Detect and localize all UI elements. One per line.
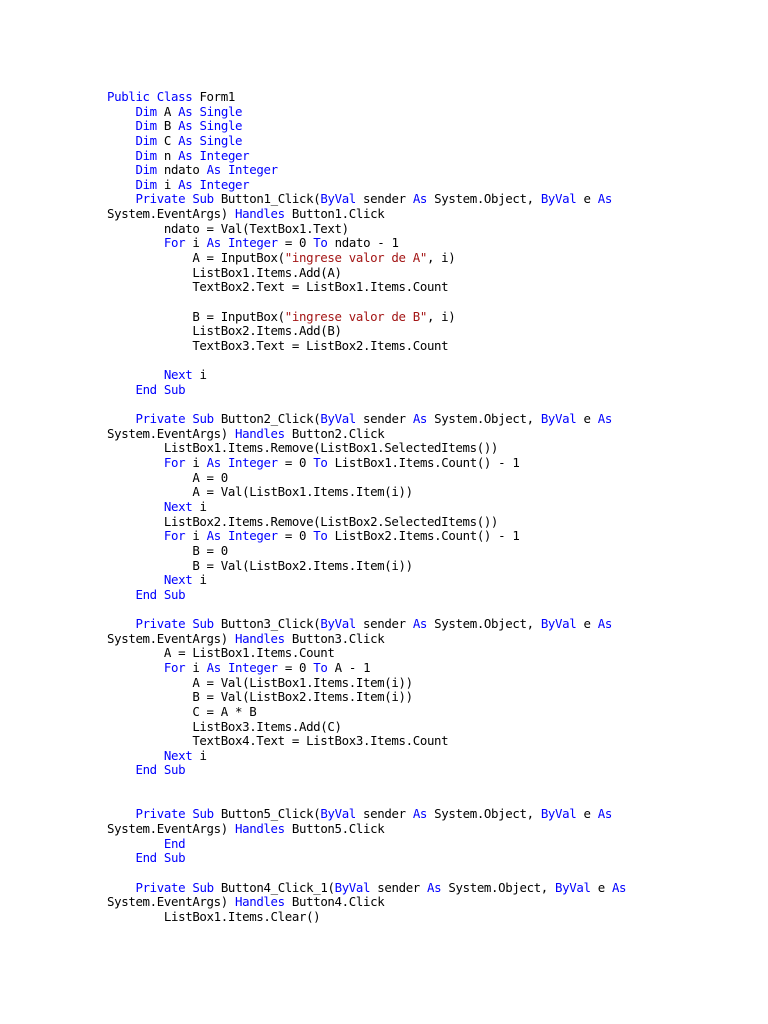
code-text [107,587,135,602]
code-text: A = 0 [107,469,228,485]
code-keyword: To [313,528,328,544]
code-text: TextBox4.Text = ListBox3.Items.Count [107,733,449,749]
code-line [107,793,626,808]
code-keyword: ByVal [320,191,356,207]
code-text: ndato = Val(TextBox1.Text) [107,220,349,236]
code-text: B = Val(ListBox2.Items.Item(i)) [107,689,413,705]
code-text: = 0 [277,235,314,251]
code-text: n [156,147,179,163]
code-keyword: Dim [135,132,157,148]
code-line [107,895,626,910]
code-keyword: Dim [135,176,157,192]
code-keyword: Private [135,616,186,632]
code-keyword: For [163,455,186,471]
code-text [107,572,164,587]
code-keyword: Sub [192,879,214,895]
code-keyword: Dim [135,103,157,119]
code-keyword: As [427,879,442,895]
code-line [107,690,626,705]
code-keyword: As [597,616,612,632]
code-text: ListBox2.Items.Remove(ListBox2.SelectedItems()) [107,513,499,529]
code-keyword: As [206,455,221,471]
code-text [107,411,135,426]
code-keyword: As [597,191,612,207]
code-text: i [156,176,179,192]
code-text: System.EventArgs) [107,630,235,646]
code-line [107,192,626,207]
code-line [107,734,626,749]
code-line [107,632,626,647]
code-text: ListBox3.Items.Add(C) [107,718,342,734]
code-text: TextBox3.Text = ListBox2.Items.Count [107,337,449,353]
code-line [107,602,626,617]
code-keyword: Next [163,747,193,763]
code-text [221,660,228,675]
code-text: i [185,528,207,544]
code-text: i [192,747,207,763]
code-keyword: For [163,528,186,544]
code-line [107,763,626,778]
code-keyword: As [206,162,221,178]
code-text [107,836,164,851]
code-text [107,762,135,777]
code-text: Button3_Click( [213,616,321,632]
code-text [107,499,164,514]
code-text [221,455,228,470]
code-line [107,178,626,193]
code-text [221,235,228,250]
code-line [107,515,626,530]
code-keyword: As [178,118,193,134]
code-string: "ingrese valor de B" [284,308,427,324]
code-string: "ingrese valor de A" [284,250,427,266]
code-keyword: ByVal [540,806,577,822]
code-keyword: ByVal [320,616,356,632]
code-line [107,251,626,266]
code-line [107,441,626,456]
code-line [107,529,626,544]
code-keyword: Sub [192,616,214,632]
code-keyword: End Sub [135,381,186,397]
code-text: , i) [426,250,456,266]
code-line [107,471,626,486]
code-keyword: As [178,147,193,163]
code-line [107,837,626,852]
code-keyword: Next [163,367,193,383]
code-line [107,266,626,281]
code-text: System.EventArgs) [107,206,235,222]
code-keyword: Integer [227,162,278,178]
code-text: System.EventArgs) [107,821,235,837]
code-keyword: To [313,455,328,471]
code-keyword: Integer [199,176,250,192]
code-text: e [576,616,598,632]
code-text: sender [355,411,413,427]
code-text: Button2_Click( [213,411,321,427]
code-keyword: ByVal [320,411,356,427]
code-keyword: As [206,235,221,251]
code-keyword: For [163,659,186,675]
code-keyword: Handles [234,630,285,646]
code-text: = 0 [277,528,314,544]
code-text: System.Object, [427,806,541,822]
code-text: Button5.Click [284,821,385,837]
code-keyword: Sub [192,806,214,822]
code-text: ListBox2.Items.Add(B) [107,323,342,339]
code-line [107,310,626,325]
code-line [107,134,626,149]
code-text [107,382,135,397]
code-keyword: As [206,659,221,675]
code-text: sender [355,191,413,207]
code-text [107,235,164,250]
code-line [107,90,626,105]
code-line [107,807,626,822]
code-text: e [576,191,598,207]
code-keyword: Next [163,498,193,514]
code-text: i [185,235,207,251]
code-line [107,778,626,793]
code-text: Form1 [192,89,235,104]
code-keyword: Dim [135,147,157,163]
code-keyword: As [412,616,428,632]
code-text: Button4.Click [284,894,385,910]
code-listing [107,90,626,925]
code-line [107,573,626,588]
code-keyword: ByVal [540,411,577,427]
code-text: B = 0 [107,542,228,558]
code-keyword: As [597,806,612,822]
code-line [107,236,626,251]
code-text: ndato [156,162,207,178]
code-text: i [185,659,207,675]
code-text: sender [370,879,428,895]
code-keyword: ByVal [555,879,591,895]
code-keyword: Dim [135,118,157,134]
code-keyword: Single [199,132,243,148]
code-text: Button4_Click_1( [213,879,335,895]
code-text: ListBox1.Items.Count() - 1 [327,455,520,471]
code-line [107,383,626,398]
code-text: e [576,806,598,822]
code-text: C [156,132,179,148]
code-line [107,207,626,222]
code-keyword: Private [135,191,186,207]
code-text: i [192,498,207,514]
code-text [107,177,135,192]
code-keyword: Integer [227,659,278,675]
code-line [107,559,626,574]
code-line [107,544,626,559]
code-text: ndato - 1 [327,235,399,251]
code-text: Button1_Click( [213,191,321,207]
code-text: A - 1 [327,659,371,675]
code-text [107,148,135,163]
code-text [107,528,164,543]
code-text [192,133,199,148]
code-text: = 0 [277,455,314,471]
code-keyword: Private [135,806,186,822]
code-line [107,749,626,764]
code-text [107,118,135,133]
code-text: e [590,879,612,895]
code-text [192,118,199,133]
code-text: ListBox1.Items.Clear() [107,908,321,924]
code-line [107,354,626,369]
code-keyword: As [412,806,428,822]
code-keyword: As [611,879,627,895]
code-line [107,105,626,120]
code-keyword: To [313,659,328,675]
code-keyword: As [178,103,193,119]
code-keyword: Integer [227,455,278,471]
code-keyword: ByVal [540,191,577,207]
code-line [107,676,626,691]
code-line [107,646,626,661]
code-text: ListBox1.Items.Add(A) [107,264,342,280]
code-text: A [156,103,179,119]
code-keyword: Next [163,572,193,588]
code-keyword: For [163,235,186,251]
code-keyword: To [313,235,328,251]
code-line [107,617,626,632]
code-line [107,881,626,896]
code-text: Button5_Click( [213,806,321,822]
code-line [107,412,626,427]
code-line [107,851,626,866]
code-text: System.EventArgs) [107,894,235,910]
code-line [107,588,626,603]
code-text: C = A * B [107,703,257,719]
code-text: sender [355,616,413,632]
code-line [107,822,626,837]
code-keyword: Integer [199,147,250,163]
code-text: sender [355,806,413,822]
code-text: i [185,455,207,471]
code-line [107,119,626,134]
code-text [107,850,135,865]
code-keyword: Handles [234,894,285,910]
code-text: System.Object, [427,411,541,427]
code-text [221,528,228,543]
code-text [107,660,164,675]
code-keyword: End [163,835,186,851]
code-line [107,661,626,676]
code-keyword: Single [199,103,243,119]
code-text [107,367,164,382]
code-text: = 0 [277,659,314,675]
code-keyword: Integer [227,528,278,544]
code-line [107,222,626,237]
code-line [107,705,626,720]
code-line [107,397,626,412]
code-text [107,191,135,206]
code-line [107,149,626,164]
code-keyword: End Sub [135,762,186,778]
code-text [192,177,199,192]
code-text: A = Val(ListBox1.Items.Item(i)) [107,674,413,690]
code-text: Button3.Click [284,630,385,646]
code-text: TextBox2.Text = ListBox1.Items.Count [107,279,449,295]
code-text [107,455,164,470]
code-line [107,485,626,500]
code-text [107,133,135,148]
code-line [107,163,626,178]
code-text: Button2.Click [284,425,385,441]
code-line [107,866,626,881]
code-keyword: Public Class [107,89,193,104]
code-keyword: Handles [234,206,285,222]
code-text: System.Object, [427,616,541,632]
code-line [107,280,626,295]
code-line [107,427,626,442]
code-text: ListBox2.Items.Count() - 1 [327,528,520,544]
code-keyword: End Sub [135,850,186,866]
code-keyword: End Sub [135,586,186,602]
code-text [107,104,135,119]
code-keyword: As [206,528,221,544]
code-keyword: Integer [227,235,278,251]
code-line [107,368,626,383]
code-text: i [192,367,207,383]
code-keyword: Sub [192,411,214,427]
code-text: A = InputBox( [107,250,285,266]
code-keyword: Handles [234,425,285,441]
code-text [192,104,199,119]
code-text: A = Val(ListBox1.Items.Item(i)) [107,484,413,500]
code-keyword: Sub [192,191,214,207]
code-line [107,295,626,310]
code-text: System.Object, [441,879,556,895]
code-keyword: As [178,132,193,148]
code-text: B = InputBox( [107,308,285,324]
code-line [107,324,626,339]
code-keyword: ByVal [334,879,371,895]
code-text: , i) [426,308,456,324]
code-keyword: As [178,176,193,192]
code-keyword: Single [199,118,243,134]
code-keyword: Handles [234,821,285,837]
code-keyword: Dim [135,162,157,178]
code-text [107,880,135,895]
code-text: B = Val(ListBox2.Items.Item(i)) [107,557,413,573]
code-line [107,339,626,354]
code-text: System.EventArgs) [107,425,235,441]
code-text [192,148,199,163]
code-text [107,162,135,177]
code-keyword: As [412,411,428,427]
code-text: i [192,572,207,588]
code-text: Button1.Click [284,206,385,222]
code-keyword: As [597,411,612,427]
code-text: B [156,118,179,134]
code-keyword: Private [135,879,186,895]
code-keyword: ByVal [320,806,356,822]
code-keyword: As [412,191,428,207]
code-line [107,910,626,925]
code-line [107,720,626,735]
code-text: A = ListBox1.Items.Count [107,645,335,661]
code-text [107,616,135,631]
code-text [107,748,164,763]
code-text: ListBox1.Items.Remove(ListBox1.SelectedItems()) [107,440,499,456]
code-keyword: ByVal [540,616,577,632]
code-line [107,500,626,515]
code-text: e [576,411,598,427]
code-text: System.Object, [427,191,541,207]
code-keyword: Private [135,411,186,427]
code-text [107,806,135,821]
code-text [221,162,228,177]
code-line [107,456,626,471]
